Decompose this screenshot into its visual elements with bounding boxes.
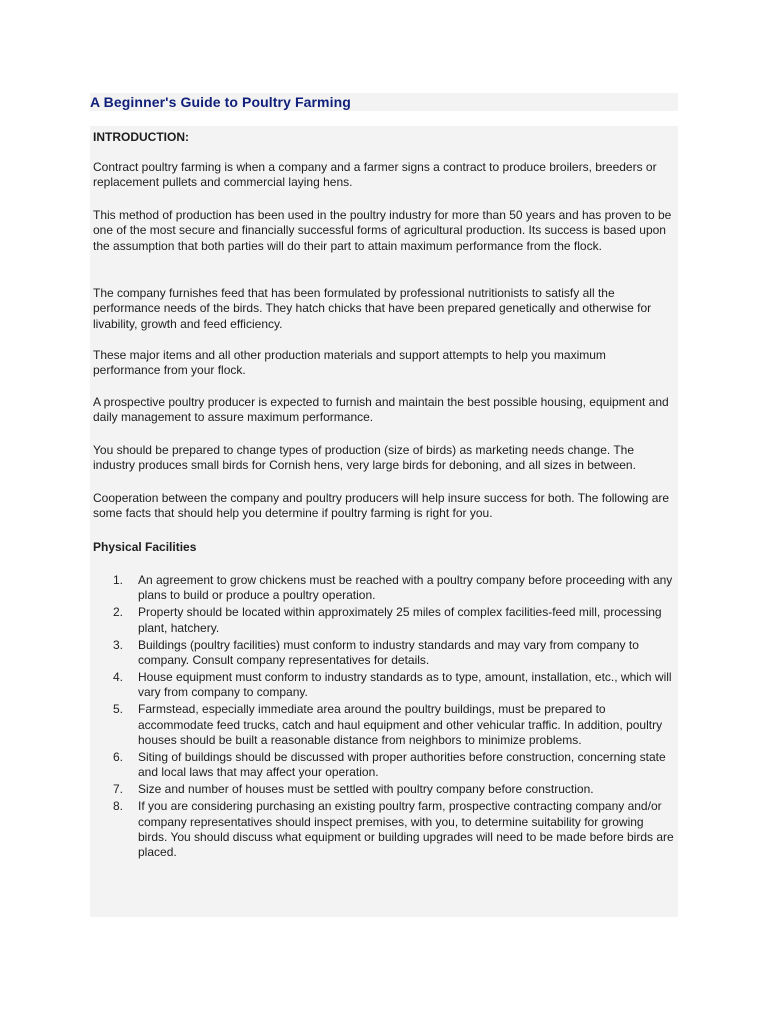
list-item-text: Size and number of houses must be settled with poultry company before construction. [138, 782, 594, 797]
list-item-number: 8. [113, 799, 124, 814]
paragraph-6: You should be prepared to change types of production (size of birds) as marketing needs change. The industry produces small birds for Cornish hens, very large birds for deboning, and all sizes in between. [93, 443, 636, 473]
paragraph-7: Cooperation between the company and poultry producers will help insure success for both. The following are some facts that should help you determine if poultry farming is right for you. [93, 491, 670, 521]
list-item [93, 573, 675, 604]
list-item-number: 2. [113, 605, 124, 620]
list-item-number: 6. [113, 749, 124, 764]
list-item [93, 670, 675, 701]
content-panel [90, 126, 678, 917]
list-item-text: Buildings (poultry facilities) must conform to industry standards and may vary from company to company. Consult company representatives for details. [138, 637, 639, 668]
paragraph-3: The company furnishes feed that has been formulated by professional nutritionists to satisfy all the performance needs of the birds. They hatch chicks that have been prepared genetically and otherwise for livability, growth and feed efficiency. [93, 286, 652, 331]
paragraph-5: A prospective poultry producer is expected to furnish and maintain the best possible housing, equipment and daily management to assure maximum performance. [93, 395, 669, 425]
list-item [93, 638, 675, 669]
list-item-text: An agreement to grow chickens must be reached with a poultry company before proceeding with any plans to build or produce a poultry operation. [138, 573, 673, 603]
list-item [93, 605, 675, 636]
list-item-number: 3. [113, 637, 124, 652]
paragraph-4: These major items and all other production materials and support attempts to help you maximum performance from your flock. [93, 348, 606, 378]
list-item-text: Property should be located within approximately 25 miles of complex facilities-feed mill, processing plant, hatchery. [138, 605, 662, 635]
facilities-list [93, 573, 675, 862]
list-item-number: 1. [113, 573, 124, 587]
list-item-text: If you are considering purchasing an existing poultry farm, prospective contracting company and/or company representatives should inspect premises, with you, to determine suitability for growing birds. You should discuss what equipment or building upgrades will need to be made before birds are placed. [138, 799, 674, 860]
title-bar [90, 93, 678, 111]
list-item-number: 7. [113, 782, 124, 797]
list-item [93, 782, 675, 797]
list-item [93, 750, 675, 781]
list-item-text: Farmstead, especially immediate area around the poultry buildings, must be prepared to accommodate feed trucks, catch and haul equipment and other vehicular traffic. In addition, poultry houses should be built a reasonable distance from neighbors to minimize problems. [138, 702, 663, 748]
list-item [93, 799, 675, 861]
physical-facilities-heading: Physical Facilities [93, 540, 197, 554]
list-item-text: House equipment must conform to industry standards as to type, amount, installation, etc., which will vary from company to company. [138, 669, 672, 700]
paragraph-2: This method of production has been used in the poultry industry for more than 50 years and has proven to be one of the most secure and financially successful forms of agricultural production. Its success is based upon the assumption that both parties will do their part to attain maximum performance from the flock. [93, 208, 672, 253]
paragraph-1: Contract poultry farming is when a company and a farmer signs a contract to produce broilers, breeders or replacement pullets and commercial laying hens. [93, 160, 657, 190]
list-item [93, 702, 675, 748]
list-item-text: Siting of buildings should be discussed with proper authorities before construction, concerning state and local laws that may affect your operation. [138, 749, 666, 780]
page-title: A Beginner's Guide to Poultry Farming [90, 94, 351, 110]
introduction-heading: INTRODUCTION: [93, 130, 189, 144]
list-item-number: 5. [113, 702, 124, 717]
list-item-number: 4. [113, 669, 124, 684]
